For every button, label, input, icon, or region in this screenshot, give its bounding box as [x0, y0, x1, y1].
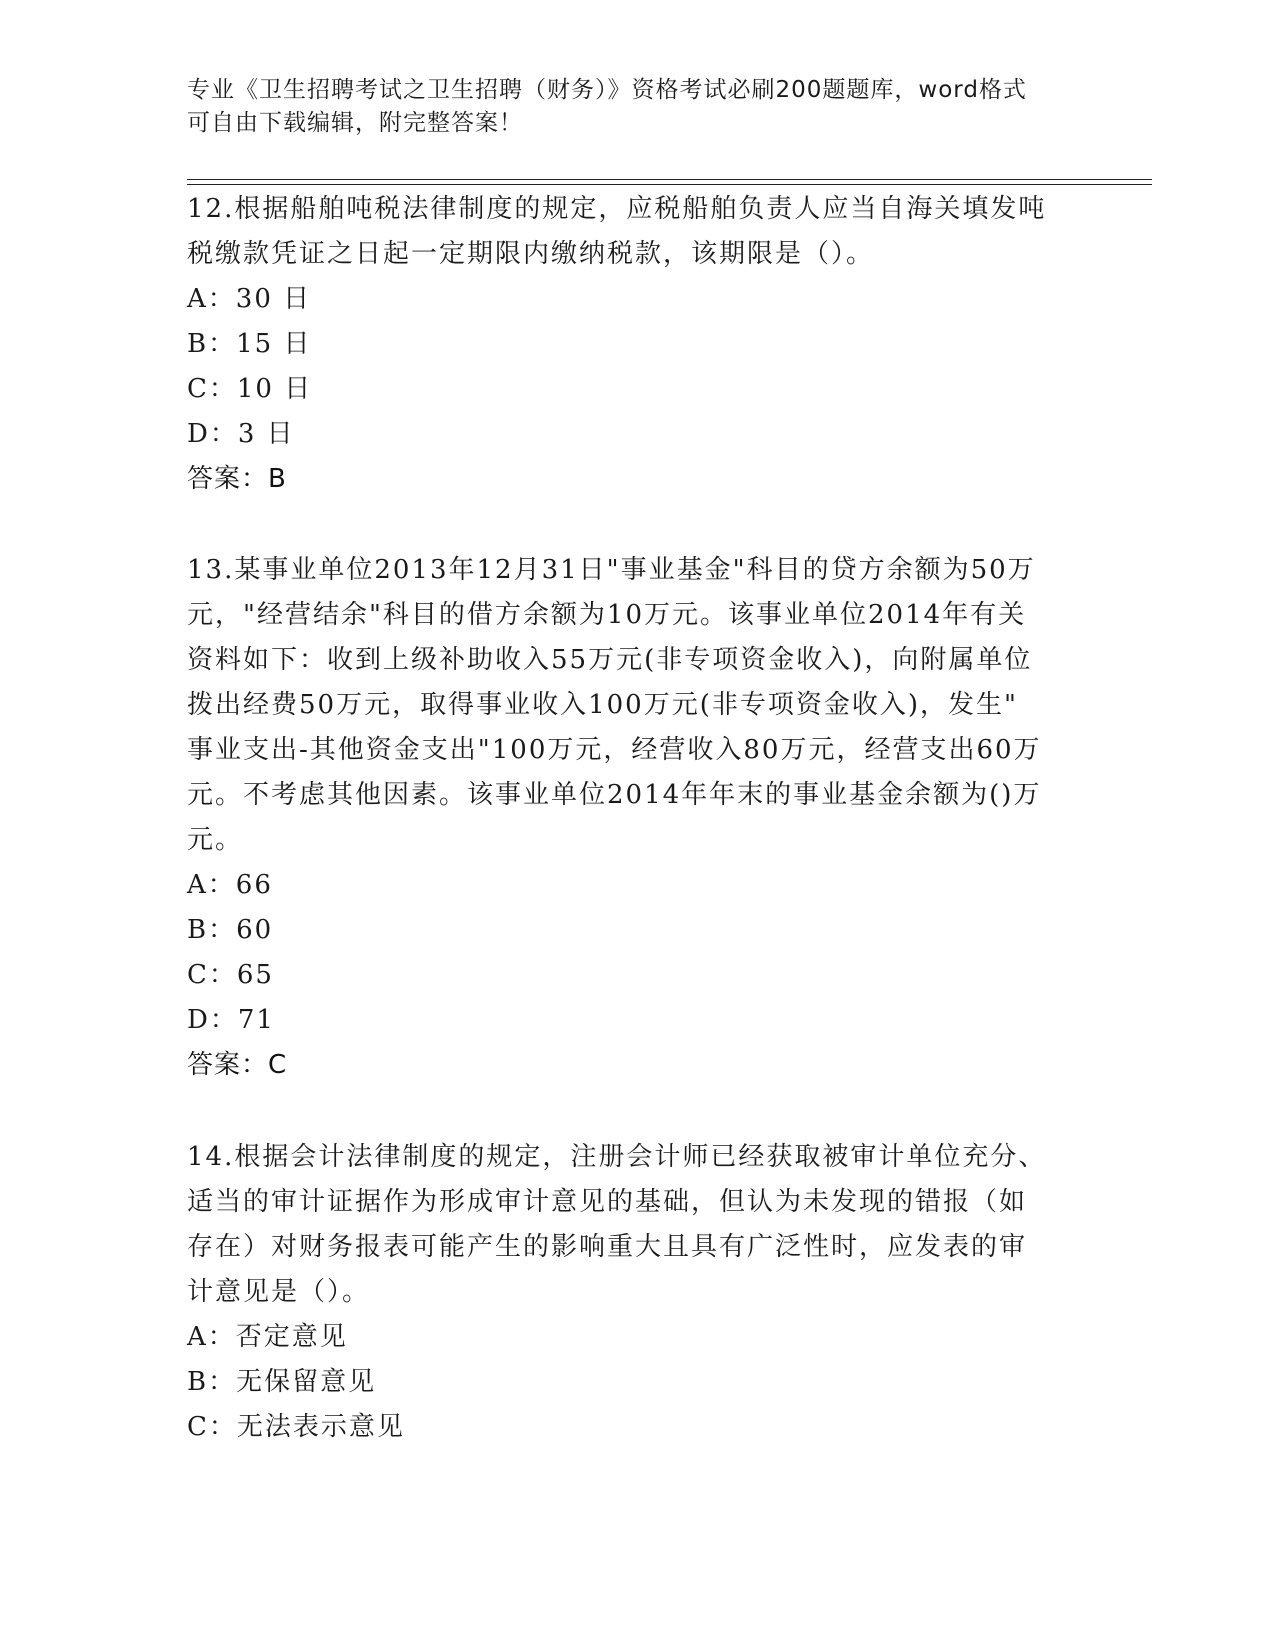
- question-13-stem-line-6: 元。不考虑其他因素。该事业单位2014年年末的事业基金余额为()万: [187, 780, 1042, 810]
- question-14-option-b: B：无保留意见: [187, 1367, 377, 1397]
- header-line-2: 可自由下载编辑，附完整答案！: [187, 110, 523, 136]
- question-14-stem-line-2: 适当的审计证据作为形成审计意见的基础，但认为未发现的错报（如: [187, 1187, 1028, 1217]
- question-12-answer: 答案：B: [187, 464, 287, 494]
- question-12-option-d: D：3 日: [187, 419, 295, 449]
- header-line-1: 专业《卫生招聘考试之卫生招聘（财务）》资格考试必刷200题题库，word格式: [187, 77, 1027, 103]
- question-13-stem-line-3: 资料如下：收到上级补助收入55万元(非专项资金收入)，向附属单位: [187, 645, 1033, 675]
- question-12-stem-line-1: 12.根据船舶吨税法律制度的规定，应税船舶负责人应当自海关填发吨: [187, 194, 1047, 224]
- question-12-option-c: C：10 日: [187, 374, 313, 404]
- question-14-stem-line-3: 存在）对财务报表可能产生的影响重大且具有广泛性时，应发表的审: [187, 1232, 1028, 1262]
- question-13-stem-line-7: 元。: [187, 825, 244, 855]
- question-14-stem-line-1: 14.根据会计法律制度的规定，注册会计师已经获取被审计单位充分、: [187, 1142, 1047, 1172]
- question-12-option-b: B：15 日: [187, 329, 312, 359]
- question-13-option-c: C：65: [187, 960, 274, 990]
- question-13-stem-line-5: 事业支出-其他资金支出"100万元，经营收入80万元，经营支出60万: [187, 735, 1042, 765]
- question-13-stem-line-1: 13.某事业单位2013年12月31日"事业基金"科目的贷方余额为50万: [187, 555, 1036, 585]
- question-13-stem-line-2: 元，"经营结余"科目的借方余额为10万元。该事业单位2014年有关: [187, 600, 1027, 630]
- question-13-option-a: A：66: [187, 870, 273, 900]
- document-header: [187, 74, 1067, 140]
- question-12-stem-line-2: 税缴款凭证之日起一定期限内缴纳税款，该期限是（）。: [187, 239, 875, 269]
- question-13-option-d: D：71: [187, 1005, 275, 1035]
- question-14-option-c: C：无法表示意见: [187, 1412, 405, 1442]
- header-divider-top: [187, 179, 1152, 180]
- question-13-answer: 答案：C: [187, 1050, 288, 1080]
- header-divider-bottom: [187, 184, 1152, 185]
- question-14-option-a: A：否定意见: [187, 1322, 348, 1352]
- question-13-stem-line-4: 拨出经费50万元，取得事业收入100万元(非专项资金收入)，发生": [187, 690, 1018, 720]
- question-13-option-b: B：60: [187, 915, 274, 945]
- question-14-stem-line-4: 计意见是（）。: [187, 1277, 371, 1307]
- question-12-option-a: A：30 日: [187, 284, 312, 314]
